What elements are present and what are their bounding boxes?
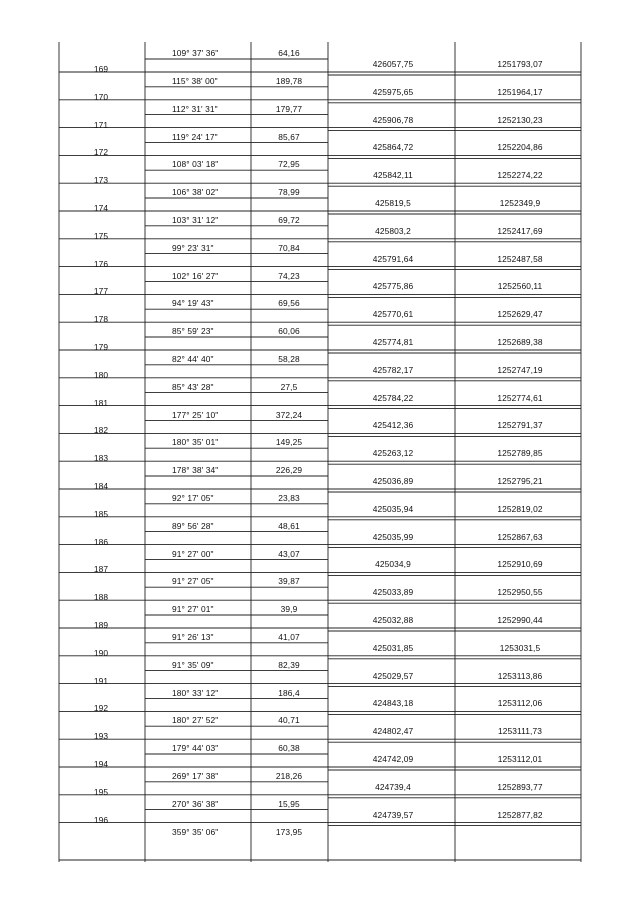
x-coordinate-cell: 425791,64 <box>372 253 414 264</box>
length-cell: 27,5 <box>280 381 298 392</box>
point-number-cell: 184 <box>93 481 109 491</box>
length-cell: 64,16 <box>278 48 300 58</box>
y-coordinate-cell: 1252990,44 <box>497 615 543 625</box>
x-coordinate-cell: 425774,81 <box>372 337 414 347</box>
angle-cell: 269° 17' 38" <box>172 771 219 781</box>
length-cell: 70,84 <box>278 242 300 253</box>
length-cell: 85,67 <box>278 131 300 142</box>
x-coordinate-cell: 425784,22 <box>372 392 414 403</box>
x-coordinate-cell: 425033,89 <box>372 587 414 598</box>
angle-cell: 99° 23' 31" <box>172 242 214 253</box>
angle-cell: 106° 38' 02" <box>172 187 219 198</box>
length-cell: 372,24 <box>275 409 303 420</box>
y-coordinate-cell: 1252204,86 <box>497 142 543 153</box>
x-coordinate-cell: 425770,61 <box>372 309 414 320</box>
y-coordinate-cell: 1251793,07 <box>497 59 543 69</box>
y-coordinate-cell: 1252791,37 <box>497 420 543 431</box>
angle-cell: 91° 35' 09" <box>172 659 214 670</box>
point-number-cell: 177 <box>93 286 109 297</box>
x-coordinate-cell: 425864,72 <box>372 142 414 153</box>
x-coordinate-cell: 424802,47 <box>372 726 414 737</box>
point-number-cell: 170 <box>93 91 109 102</box>
length-cell: 60,38 <box>278 743 300 754</box>
y-coordinate-cell: 1252349,9 <box>499 198 541 208</box>
x-coordinate-cell: 425035,94 <box>372 503 414 514</box>
point-number-cell: 181 <box>93 397 109 408</box>
y-coordinate-cell: 1252629,47 <box>497 309 543 320</box>
angle-cell: 177° 25' 10" <box>172 409 219 420</box>
angle-cell: 115° 38' 00" <box>172 76 218 86</box>
angle-cell: 103° 31' 12" <box>172 215 219 225</box>
x-coordinate-cell: 425035,99 <box>372 531 414 542</box>
point-number-cell: 180 <box>93 369 109 380</box>
angle-cell: 109° 37' 36" <box>172 48 219 58</box>
x-coordinate-cell: 425031,85 <box>372 642 414 653</box>
angle-cell: 180° 33' 12" <box>172 687 219 698</box>
length-cell: 189,78 <box>275 76 303 86</box>
length-cell: 173,95 <box>275 826 303 837</box>
length-cell: 218,26 <box>275 771 303 781</box>
x-coordinate-cell: 424742,09 <box>372 754 414 764</box>
point-number-cell: 190 <box>93 647 109 658</box>
length-cell: 82,39 <box>278 659 300 670</box>
length-cell: 39,87 <box>278 576 300 587</box>
length-cell: 40,71 <box>278 715 300 726</box>
y-coordinate-cell: 1252560,11 <box>497 281 543 292</box>
y-coordinate-cell: 1251964,17 <box>497 86 543 97</box>
x-coordinate-cell: 425412,36 <box>372 420 414 431</box>
x-coordinate-cell: 425842,11 <box>373 170 413 181</box>
angle-cell: 85° 43' 28" <box>172 381 214 392</box>
length-cell: 60,06 <box>278 326 300 337</box>
angle-cell: 180° 27' 52" <box>172 715 219 726</box>
point-number-cell: 194 <box>93 759 109 769</box>
x-coordinate-cell: 425906,78 <box>372 114 414 125</box>
y-coordinate-cell: 1252274,22 <box>497 170 543 181</box>
angle-cell: 91° 26' 13" <box>172 632 214 642</box>
angle-cell: 112° 31' 31" <box>172 103 218 114</box>
point-number-cell: 195 <box>93 786 109 797</box>
point-number-cell: 185 <box>93 508 109 519</box>
length-cell: 226,29 <box>275 465 303 476</box>
point-number-cell: 192 <box>93 703 109 714</box>
angle-cell: 108° 03' 18" <box>172 159 219 170</box>
point-number-cell: 172 <box>93 147 109 158</box>
y-coordinate-cell: 1252774,61 <box>497 392 543 403</box>
angle-cell: 91° 27' 00" <box>172 548 214 559</box>
point-number-cell: 193 <box>93 731 109 742</box>
point-number-cell: 196 <box>93 814 109 825</box>
y-coordinate-cell: 1252487,58 <box>497 253 543 264</box>
angle-cell: 82° 44' 40" <box>172 354 214 364</box>
point-number-cell: 174 <box>93 203 109 213</box>
point-number-cell: 169 <box>93 64 109 74</box>
length-cell: 72,95 <box>278 159 300 170</box>
point-number-cell: 173 <box>93 175 109 186</box>
point-number-cell: 179 <box>93 342 109 352</box>
y-coordinate-cell: 1253112,01 <box>497 754 543 764</box>
angle-cell: 179° 44' 03" <box>172 743 219 754</box>
point-number-cell: 191 <box>93 675 109 686</box>
point-number-cell: 176 <box>93 258 109 269</box>
length-cell: 186,4 <box>278 687 300 698</box>
length-cell: 74,23 <box>278 270 300 281</box>
y-coordinate-cell: 1252417,69 <box>497 225 543 236</box>
length-cell: 69,56 <box>278 298 300 309</box>
angle-cell: 102° 16' 27" <box>172 270 219 281</box>
angle-cell: 89° 56' 28" <box>172 520 214 531</box>
x-coordinate-cell: 425036,89 <box>372 476 414 486</box>
y-coordinate-cell: 1252910,69 <box>497 559 543 570</box>
point-number-cell: 189 <box>93 620 109 630</box>
length-cell: 23,83 <box>278 493 300 503</box>
y-coordinate-cell: 1252130,23 <box>497 114 543 125</box>
x-coordinate-cell: 424843,18 <box>372 698 414 709</box>
angle-cell: 92° 17' 05" <box>172 493 214 503</box>
x-coordinate-cell: 425263,12 <box>372 448 414 459</box>
angle-cell: 91° 27' 01" <box>172 604 214 615</box>
x-coordinate-cell: 425029,57 <box>372 670 414 681</box>
point-number-cell: 188 <box>93 592 109 603</box>
length-cell: 179,77 <box>275 103 303 114</box>
angle-cell: 91° 27' 05" <box>172 576 214 587</box>
y-coordinate-cell: 1252867,63 <box>497 531 543 542</box>
y-coordinate-cell: 1253113,86 <box>497 670 543 681</box>
length-cell: 39,9 <box>280 604 298 615</box>
angle-cell: 270° 36' 38" <box>172 798 219 809</box>
angle-cell: 359° 35' 06" <box>172 826 219 837</box>
x-coordinate-cell: 425803,2 <box>375 225 411 236</box>
length-cell: 69,72 <box>278 215 300 225</box>
angle-cell: 85° 59' 23" <box>172 326 214 337</box>
y-coordinate-cell: 1252789,85 <box>497 448 543 459</box>
length-cell: 43,07 <box>278 548 300 559</box>
point-number-cell: 171 <box>93 119 109 130</box>
point-number-cell: 178 <box>93 314 109 325</box>
y-coordinate-cell: 1252819,02 <box>497 503 543 514</box>
y-coordinate-cell: 1252893,77 <box>497 781 543 792</box>
x-coordinate-cell: 425782,17 <box>372 364 414 375</box>
x-coordinate-cell: 426057,75 <box>372 59 414 69</box>
y-coordinate-cell: 1253112,06 <box>497 698 543 709</box>
y-coordinate-cell: 1252795,21 <box>497 476 543 486</box>
angle-cell: 119° 24' 17" <box>172 131 218 142</box>
y-coordinate-cell: 1252689,38 <box>497 337 543 347</box>
angle-cell: 178° 38' 34" <box>172 465 219 476</box>
x-coordinate-cell: 425775,86 <box>372 281 414 292</box>
x-coordinate-cell: 424739,4 <box>375 781 411 792</box>
angle-cell: 94° 19' 43" <box>172 298 214 309</box>
y-coordinate-cell: 1253111,73 <box>497 726 542 737</box>
x-coordinate-cell: 425975,65 <box>372 86 414 97</box>
y-coordinate-cell: 1253031,5 <box>499 642 541 653</box>
angle-cell: 180° 35' 01" <box>172 437 219 448</box>
length-cell: 15,95 <box>278 798 300 809</box>
length-cell: 58,28 <box>278 354 300 364</box>
length-cell: 149,25 <box>275 437 303 448</box>
y-coordinate-cell: 1252950,55 <box>497 587 543 598</box>
point-number-cell: 182 <box>93 425 109 436</box>
x-coordinate-cell: 425034,9 <box>375 559 411 570</box>
point-number-cell: 187 <box>93 564 109 575</box>
length-cell: 78,99 <box>278 187 300 198</box>
length-cell: 41,07 <box>278 632 300 642</box>
x-coordinate-cell: 425032,88 <box>372 615 414 625</box>
y-coordinate-cell: 1252747,19 <box>497 364 543 375</box>
point-number-cell: 186 <box>93 536 109 547</box>
x-coordinate-cell: 424739,57 <box>372 809 414 820</box>
length-cell: 48,61 <box>278 520 300 531</box>
point-number-cell: 175 <box>93 230 109 241</box>
y-coordinate-cell: 1252877,82 <box>497 809 543 820</box>
point-number-cell: 183 <box>93 453 109 464</box>
x-coordinate-cell: 425819,5 <box>375 198 411 208</box>
